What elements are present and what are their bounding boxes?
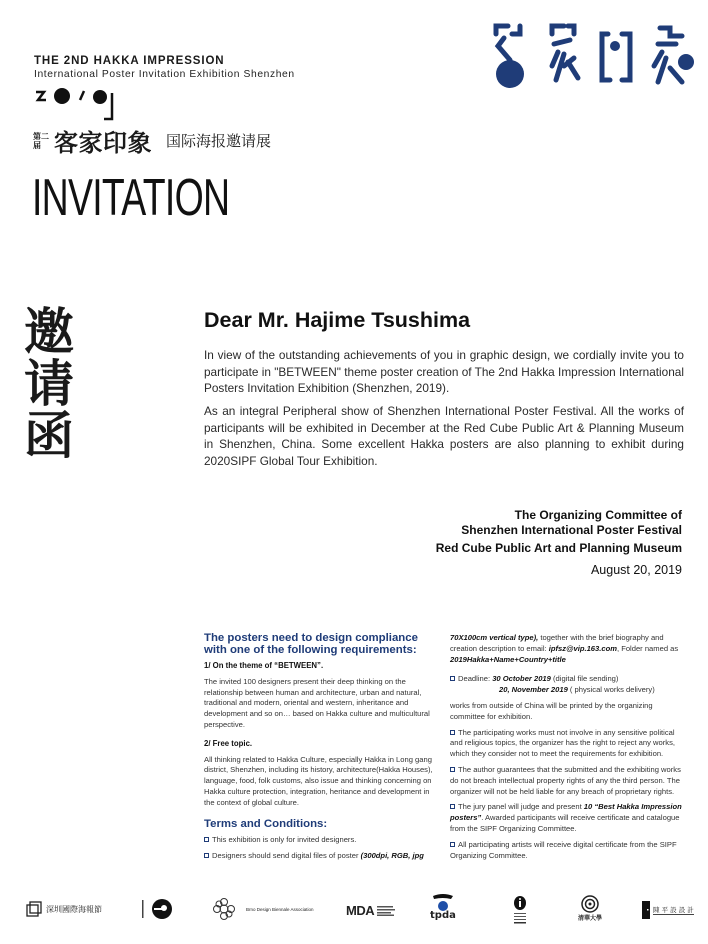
chinese-subtitle: 国际海报邀请展	[166, 132, 272, 150]
logo-info	[512, 895, 528, 925]
term-2-start: Designers should send digital files of poster (300dpi, RGB, jpg	[204, 851, 436, 862]
edition-mark: 第二 届	[33, 131, 49, 150]
logo-brno-biennale: Brno Design Biennale Association	[212, 897, 314, 921]
chinese-main-title: 客家印象	[54, 129, 152, 157]
invitation-heading: INVITATION	[32, 169, 230, 227]
bullet-icon	[450, 730, 455, 735]
requirement-2-text: All thinking related to Hakka Culture, especially Hakka in Long gang district, Shenzhen, including its history, architecture(Hakka Houses), language, food, folk customs, also issue and thinking concerning on Hakka culture protection, integration, heritance and development in the context of global culture.	[204, 754, 433, 807]
bullet-icon	[204, 853, 209, 858]
term-2-continued: 70X100cm vertical type), together with the brief biography and creation description to email: ipfsz@vip.163.com, Folder named as 2019Hakka+Name+Country+title	[450, 633, 679, 664]
requirement-2-title: 2/ Free topic.	[204, 738, 253, 748]
bullet-icon	[204, 837, 209, 842]
bullet-icon	[450, 676, 455, 681]
logo-shenzhen-poster-festival: 深圳國際海報節	[26, 901, 102, 917]
deadline: Deadline: 30 October 2019 (digital file sending) 20, November 2019 ( physical works delivery)	[450, 674, 688, 696]
term-5: The jury panel will judge and present 10 “Best Hakka Impression posters”. Awarded participants will receive certificate and catalogue from the SIPF Organizing Committee.	[450, 802, 682, 833]
requirement-1-title: 1/ On the theme of “BETWEEN”.	[204, 661, 324, 670]
vertical-invitation-title: 邀 请 函	[24, 303, 74, 465]
info-logo-icon	[512, 895, 528, 925]
requirement-1-text: The invited 100 designers present their deep thinking on the relationship between human and architecture, urban and natural, traditional and modern, oriental and western, inheritance and development and so on… based on Hakka culture and multicultural perspective.	[204, 676, 430, 729]
printing-note: works from outside of China will be printed by the organizing committee for exhibition.	[450, 700, 653, 721]
door-logo-icon	[642, 901, 650, 919]
tpda-logo-icon	[431, 893, 455, 911]
logo-tsinghua: 清華大學	[578, 895, 602, 922]
greeting: Dear Mr. Hajime Tsushima	[204, 308, 471, 332]
letter-paragraph-2: As an integral Peripheral show of Shenzhen International Poster Festival. All the works of participants will be exhibited in December at the Red Cube Public Art & Planning Museum in Shenzhen, China. Some excellent Hakka posters are also planning to exhibit during 2020SIPF Global Tour Exhibition.	[204, 404, 684, 468]
requirements-column	[204, 633, 436, 862]
signature-museum: Red Cube Public Art and Planning Museum	[435, 541, 682, 555]
logo-mda: MDA	[346, 903, 395, 918]
logo-tpda: tpda	[430, 893, 456, 921]
event-title: THE 2ND HAKKA IMPRESSION	[34, 55, 225, 67]
chinese-title-row	[33, 123, 271, 158]
tsinghua-seal-icon	[581, 895, 599, 913]
flower-logo-icon	[212, 897, 236, 921]
submission-email[interactable]: ipfsz@vip.163.com	[548, 643, 617, 653]
term-4: The author guarantees that the submitted and the exhibiting works do not breach intellectual property rights of any the third person. The organizer will not be held liable for any breach of proprietary rights.	[450, 764, 681, 796]
logo-design-studio: 陳 平 設 設 計	[642, 901, 694, 919]
hakka-impression-logo-icon	[490, 22, 698, 92]
year-2019-mark-icon	[34, 86, 124, 122]
term-3: The participating works must not involve in any sensitive political and religious topics, the organizer has the right to reject any works, which they consider not to meet the requirements for exhibition.	[450, 727, 675, 759]
terms-heading: Terms and Conditions:	[204, 817, 328, 830]
event-subtitle: International Poster Invitation Exhibition Shenzhen	[34, 69, 295, 80]
bullet-icon	[450, 767, 455, 772]
term-1: This exhibition is only for invited designers.	[204, 835, 436, 846]
key-logo-icon	[140, 898, 176, 920]
signature-date: August 20, 2019	[590, 563, 682, 577]
terms-column	[450, 633, 688, 861]
signature-organizer: The Organizing Committee of Shenzhen International Poster Festival	[461, 508, 682, 537]
bullet-icon	[450, 804, 455, 809]
letter-paragraph-1: In view of the outstanding achievements of you in graphic design, we cordially invite you to participate in "BETWEEN" theme poster creation of The 2nd Hakka Impression International Posters Invitation Exhibition (Shenzhen, 2019).	[204, 348, 684, 396]
term-6: All participating artists will receive digital certificate from the SIPF Organizing Committee.	[450, 839, 677, 860]
bullet-icon	[450, 842, 455, 847]
mda-text-lines-icon	[377, 906, 395, 916]
requirements-heading: The posters need to design compliance with one of the following requirements:	[204, 632, 418, 656]
sponsor-logos	[0, 893, 708, 933]
frame-logo-icon	[26, 901, 42, 917]
logo-key	[140, 898, 176, 920]
